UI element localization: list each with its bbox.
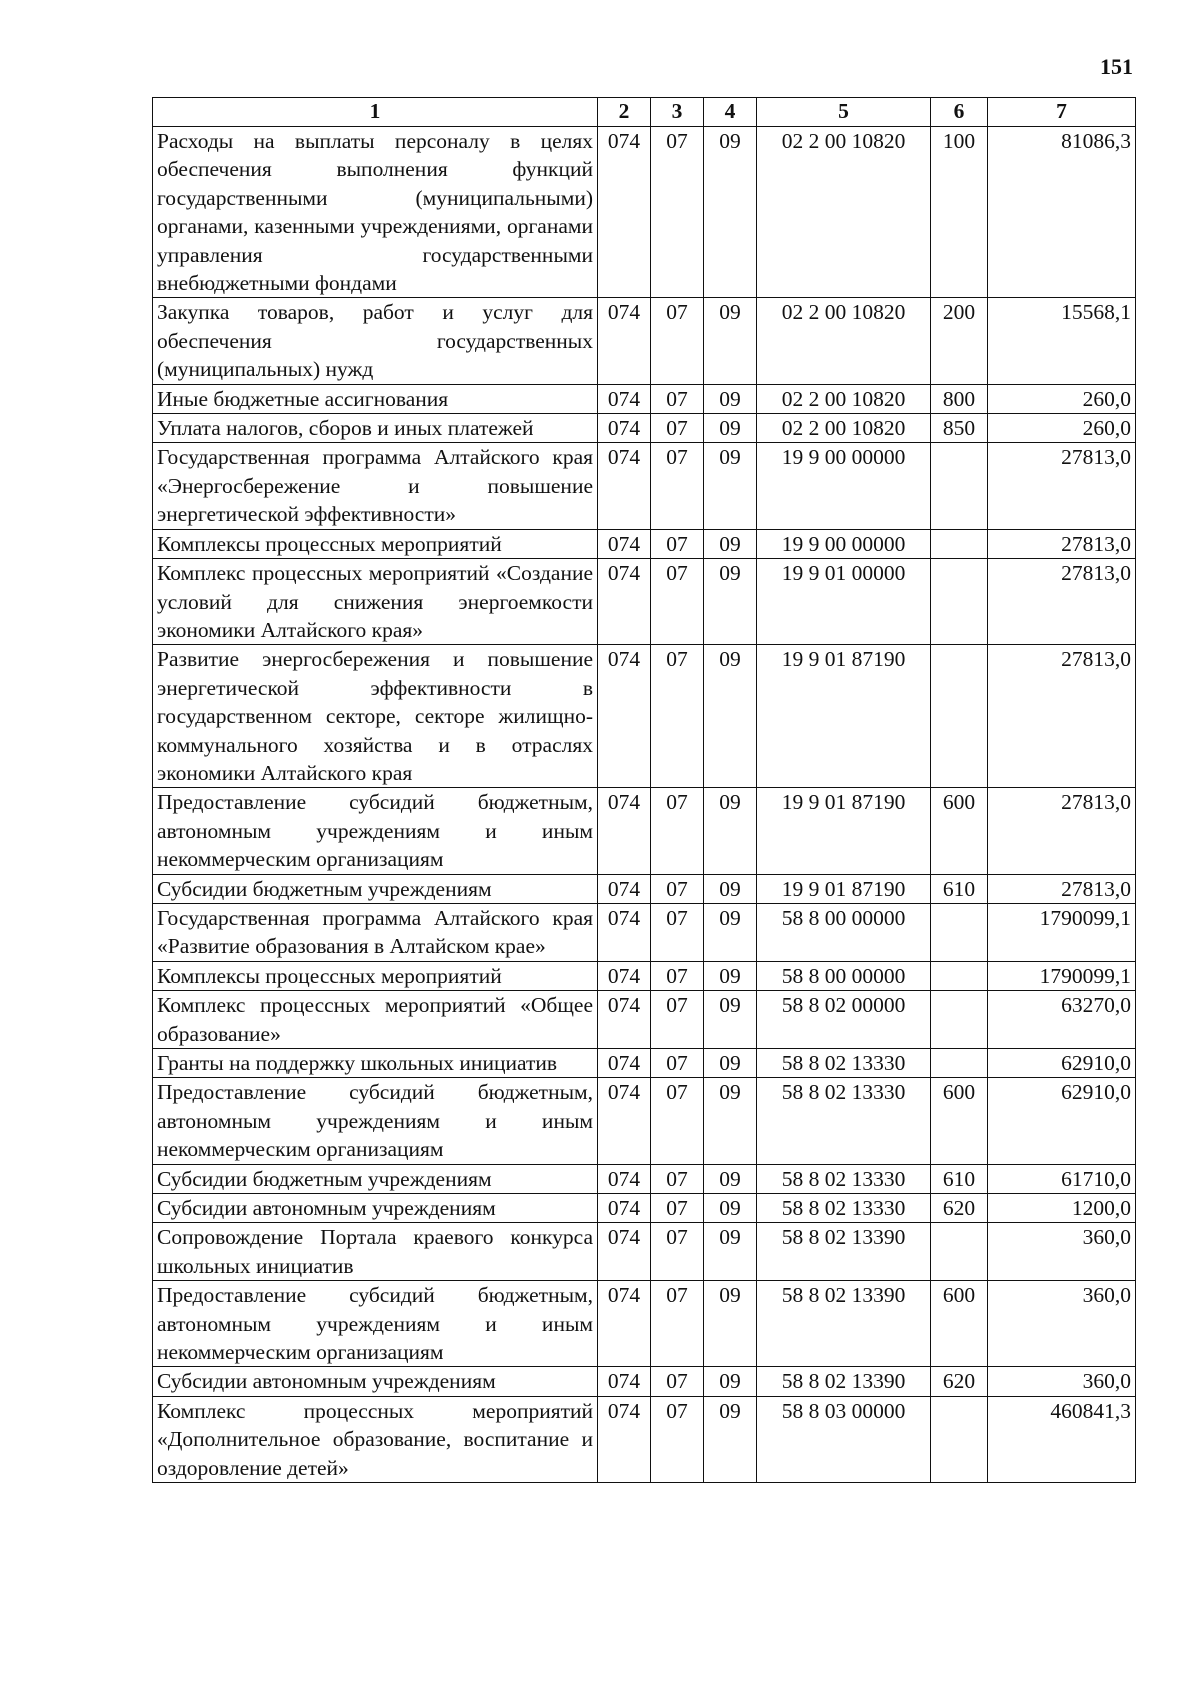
table-row: [153, 298, 1136, 384]
row-amount: 27813,0: [988, 529, 1136, 558]
row-amount: 1200,0: [988, 1194, 1136, 1223]
table-row: [153, 788, 1136, 874]
row-subsection: 09: [704, 384, 757, 413]
row-description: Комплексы процессных мероприятий: [153, 529, 598, 558]
row-amount: 27813,0: [988, 559, 1136, 645]
row-target-code: 58 8 02 13390: [757, 1281, 931, 1367]
table-row: [153, 645, 1136, 788]
row-subsection: 09: [704, 1164, 757, 1193]
row-description: Закупка товаров, работ и услуг для обеспечения государственных (муниципальных) нужд: [153, 298, 598, 384]
row-section: 07: [651, 298, 704, 384]
row-description: Уплата налогов, сборов и иных платежей: [153, 414, 598, 443]
row-amount: 1790099,1: [988, 961, 1136, 990]
row-expense-type: 600: [931, 788, 988, 874]
row-target-code: 58 8 00 00000: [757, 961, 931, 990]
table-row: [153, 414, 1136, 443]
table-row: [153, 529, 1136, 558]
row-expense-type: 850: [931, 414, 988, 443]
row-section: 07: [651, 903, 704, 961]
row-section: 07: [651, 1164, 704, 1193]
row-amount: 27813,0: [988, 788, 1136, 874]
row-expense-type: 620: [931, 1367, 988, 1396]
table-row: [153, 1223, 1136, 1281]
row-admin-code: 074: [598, 127, 651, 298]
row-expense-type: [931, 1223, 988, 1281]
table-row: [153, 874, 1136, 903]
row-expense-type: [931, 903, 988, 961]
row-expense-type: [931, 1396, 988, 1482]
row-admin-code: 074: [598, 1049, 651, 1078]
row-admin-code: 074: [598, 414, 651, 443]
row-target-code: 19 9 01 87190: [757, 874, 931, 903]
row-expense-type: 610: [931, 874, 988, 903]
header-cell: 2: [598, 98, 651, 127]
row-subsection: 09: [704, 961, 757, 990]
row-expense-type: 800: [931, 384, 988, 413]
row-amount: 360,0: [988, 1223, 1136, 1281]
header-cell: 3: [651, 98, 704, 127]
row-section: 07: [651, 1223, 704, 1281]
row-expense-type: 610: [931, 1164, 988, 1193]
budget-table: [152, 97, 1136, 1483]
row-admin-code: 074: [598, 1367, 651, 1396]
row-subsection: 09: [704, 529, 757, 558]
row-expense-type: [931, 1049, 988, 1078]
row-amount: 27813,0: [988, 645, 1136, 788]
row-target-code: 58 8 02 13330: [757, 1078, 931, 1164]
row-target-code: 58 8 02 00000: [757, 991, 931, 1049]
row-description: Субсидии автономным учреждениям: [153, 1194, 598, 1223]
row-target-code: 02 2 00 10820: [757, 298, 931, 384]
row-description: Субсидии бюджетным учреждениям: [153, 1164, 598, 1193]
header-row: [153, 98, 1136, 127]
row-section: 07: [651, 991, 704, 1049]
row-section: 07: [651, 1367, 704, 1396]
row-admin-code: 074: [598, 788, 651, 874]
row-expense-type: 600: [931, 1281, 988, 1367]
row-amount: 1790099,1: [988, 903, 1136, 961]
row-admin-code: 074: [598, 1396, 651, 1482]
table-row: [153, 559, 1136, 645]
row-amount: 260,0: [988, 384, 1136, 413]
header-cell: 4: [704, 98, 757, 127]
row-target-code: 58 8 02 13330: [757, 1164, 931, 1193]
row-subsection: 09: [704, 1396, 757, 1482]
row-subsection: 09: [704, 788, 757, 874]
header-cell: 1: [153, 98, 598, 127]
row-description: Предоставление субсидий бюджетным, автономным учреждениям и иным некоммерческим организациям: [153, 1078, 598, 1164]
page-number: 151: [1100, 54, 1133, 79]
row-subsection: 09: [704, 1078, 757, 1164]
row-section: 07: [651, 1049, 704, 1078]
row-expense-type: 200: [931, 298, 988, 384]
row-description: Государственная программа Алтайского края «Энергосбережение и повышение энергетической эффективности»: [153, 443, 598, 529]
row-section: 07: [651, 1281, 704, 1367]
row-target-code: 58 8 03 00000: [757, 1396, 931, 1482]
row-amount: 460841,3: [988, 1396, 1136, 1482]
row-admin-code: 074: [598, 1281, 651, 1367]
table-row: [153, 1164, 1136, 1193]
table-row: [153, 384, 1136, 413]
table-row: [153, 1396, 1136, 1482]
row-expense-type: [931, 559, 988, 645]
table-row: [153, 443, 1136, 529]
row-section: 07: [651, 559, 704, 645]
table-row: [153, 961, 1136, 990]
row-expense-type: [931, 443, 988, 529]
row-subsection: 09: [704, 874, 757, 903]
row-admin-code: 074: [598, 1194, 651, 1223]
row-expense-type: 620: [931, 1194, 988, 1223]
row-subsection: 09: [704, 559, 757, 645]
row-description: Сопровождение Портала краевого конкурса школьных инициатив: [153, 1223, 598, 1281]
row-section: 07: [651, 1396, 704, 1482]
row-section: 07: [651, 443, 704, 529]
row-subsection: 09: [704, 1223, 757, 1281]
row-amount: 81086,3: [988, 127, 1136, 298]
row-target-code: 58 8 00 00000: [757, 903, 931, 961]
row-section: 07: [651, 414, 704, 443]
row-expense-type: 100: [931, 127, 988, 298]
row-admin-code: 074: [598, 1223, 651, 1281]
row-description: Комплексы процессных мероприятий: [153, 961, 598, 990]
row-subsection: 09: [704, 991, 757, 1049]
row-admin-code: 074: [598, 903, 651, 961]
row-amount: 61710,0: [988, 1164, 1136, 1193]
row-admin-code: 074: [598, 384, 651, 413]
row-amount: 62910,0: [988, 1049, 1136, 1078]
row-admin-code: 074: [598, 961, 651, 990]
header-cell: 5: [757, 98, 931, 127]
row-section: 07: [651, 645, 704, 788]
row-admin-code: 074: [598, 1078, 651, 1164]
row-admin-code: 074: [598, 559, 651, 645]
row-amount: 63270,0: [988, 991, 1136, 1049]
row-subsection: 09: [704, 298, 757, 384]
row-target-code: 02 2 00 10820: [757, 384, 931, 413]
row-description: Комплекс процессных мероприятий «Создание условий для снижения энергоемкости экономики Алтайского края»: [153, 559, 598, 645]
row-admin-code: 074: [598, 874, 651, 903]
row-section: 07: [651, 874, 704, 903]
row-description: Предоставление субсидий бюджетным, автономным учреждениям и иным некоммерческим организациям: [153, 1281, 598, 1367]
row-target-code: 19 9 00 00000: [757, 443, 931, 529]
row-amount: 15568,1: [988, 298, 1136, 384]
row-subsection: 09: [704, 443, 757, 529]
row-amount: 27813,0: [988, 874, 1136, 903]
table-row: [153, 1078, 1136, 1164]
row-section: 07: [651, 961, 704, 990]
table-row: [153, 991, 1136, 1049]
row-subsection: 09: [704, 1194, 757, 1223]
row-target-code: 58 8 02 13390: [757, 1223, 931, 1281]
row-target-code: 02 2 00 10820: [757, 414, 931, 443]
row-admin-code: 074: [598, 298, 651, 384]
row-expense-type: [931, 961, 988, 990]
table-row: [153, 1049, 1136, 1078]
row-subsection: 09: [704, 127, 757, 298]
row-subsection: 09: [704, 414, 757, 443]
row-description: Расходы на выплаты персоналу в целях обеспечения выполнения функций государственными (муниципальными) органами, казенными учреждениями, органами управления государственными внебюджетными фондами: [153, 127, 598, 298]
table-row: [153, 1367, 1136, 1396]
table-row: [153, 1281, 1136, 1367]
row-amount: 360,0: [988, 1281, 1136, 1367]
row-amount: 27813,0: [988, 443, 1136, 529]
row-subsection: 09: [704, 1281, 757, 1367]
row-description: Гранты на поддержку школьных инициатив: [153, 1049, 598, 1078]
row-description: Развитие энергосбережения и повышение энергетической эффективности в государственном секторе, секторе жилищно-коммунального хозяйства и в отраслях экономики Алтайского края: [153, 645, 598, 788]
row-description: Комплекс процессных мероприятий «Дополнительное образование, воспитание и оздоровление детей»: [153, 1396, 598, 1482]
row-admin-code: 074: [598, 991, 651, 1049]
row-section: 07: [651, 1078, 704, 1164]
row-section: 07: [651, 788, 704, 874]
row-target-code: 19 9 01 87190: [757, 645, 931, 788]
row-expense-type: [931, 529, 988, 558]
row-admin-code: 074: [598, 645, 651, 788]
row-target-code: 19 9 00 00000: [757, 529, 931, 558]
header-cell: 6: [931, 98, 988, 127]
row-section: 07: [651, 1194, 704, 1223]
table-row: [153, 903, 1136, 961]
table-row: [153, 1194, 1136, 1223]
row-description: Субсидии бюджетным учреждениям: [153, 874, 598, 903]
row-target-code: 19 9 01 87190: [757, 788, 931, 874]
row-description: Иные бюджетные ассигнования: [153, 384, 598, 413]
row-section: 07: [651, 529, 704, 558]
row-description: Комплекс процессных мероприятий «Общее образование»: [153, 991, 598, 1049]
row-admin-code: 074: [598, 1164, 651, 1193]
row-target-code: 02 2 00 10820: [757, 127, 931, 298]
row-description: Предоставление субсидий бюджетным, автономным учреждениям и иным некоммерческим организациям: [153, 788, 598, 874]
row-expense-type: 600: [931, 1078, 988, 1164]
row-target-code: 58 8 02 13330: [757, 1049, 931, 1078]
row-target-code: 58 8 02 13330: [757, 1194, 931, 1223]
row-section: 07: [651, 127, 704, 298]
row-admin-code: 074: [598, 443, 651, 529]
row-amount: 260,0: [988, 414, 1136, 443]
row-description: Субсидии автономным учреждениям: [153, 1367, 598, 1396]
row-amount: 62910,0: [988, 1078, 1136, 1164]
row-subsection: 09: [704, 1367, 757, 1396]
row-target-code: 19 9 01 00000: [757, 559, 931, 645]
row-expense-type: [931, 645, 988, 788]
row-amount: 360,0: [988, 1367, 1136, 1396]
row-section: 07: [651, 384, 704, 413]
header-cell: 7: [988, 98, 1136, 127]
table-body: [153, 127, 1136, 1483]
row-subsection: 09: [704, 903, 757, 961]
row-expense-type: [931, 991, 988, 1049]
row-admin-code: 074: [598, 529, 651, 558]
row-subsection: 09: [704, 1049, 757, 1078]
row-description: Государственная программа Алтайского края «Развитие образования в Алтайском крае»: [153, 903, 598, 961]
table-row: [153, 127, 1136, 298]
row-subsection: 09: [704, 645, 757, 788]
row-target-code: 58 8 02 13390: [757, 1367, 931, 1396]
